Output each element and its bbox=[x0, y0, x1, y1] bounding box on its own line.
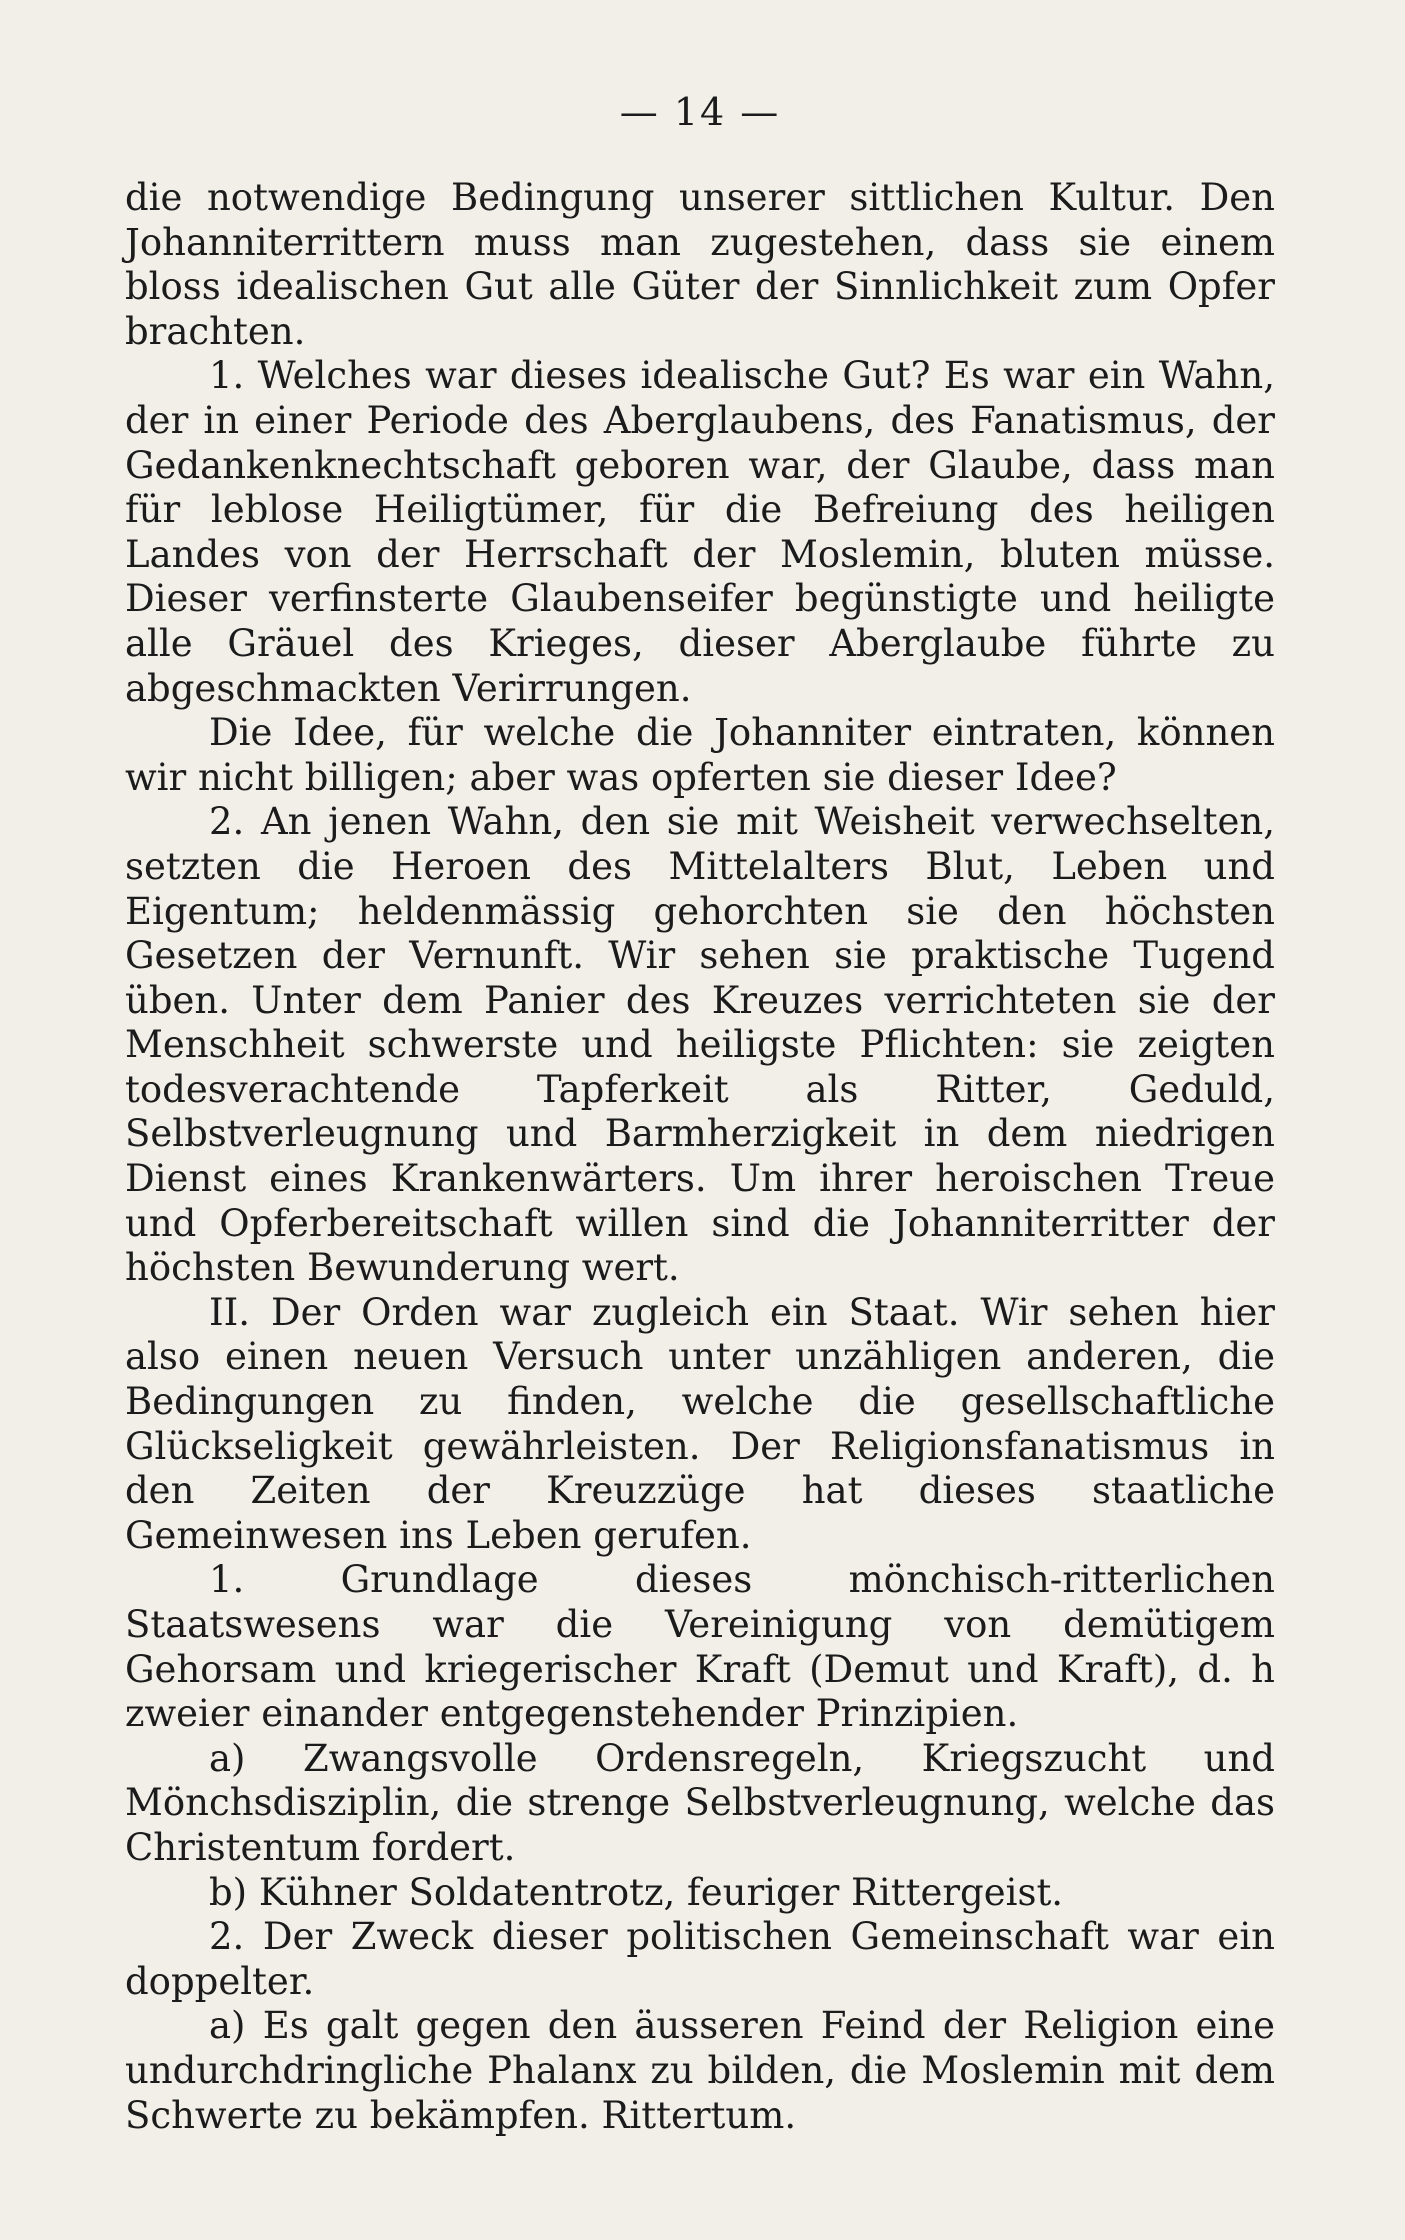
paragraph-4: II. Der Orden war zugleich ein Staat. Wir sehen hier also einen neuen Versuch unter unzähligen anderen, die Bedingungen zu finden, welche die gesellschaftliche Glückseligkeit gewährleisten. Der Religionsfanatismus in den Zeiten der Kreuzzüge hat dieses staatliche Gemeinwesen ins Leben gerufen. bbox=[125, 1290, 1275, 1557]
paragraph-8: 2. Der Zweck dieser politischen Gemeinschaft war ein doppelter. bbox=[125, 1915, 1275, 2003]
paragraph-6: a) Zwangsvolle Ordensregeln, Kriegszucht und Mönchsdisziplin, die strenge Selbstverleugnung, welche das Christentum fordert. bbox=[125, 1736, 1275, 1869]
paragraph-3: 2. An jenen Wahn, den sie mit Weisheit verwechselten, setzten die Heroen des Mittelalters Blut, Leben und Eigentum; heldenmässig gehorchten sie den höchsten Gesetzen der Vernunft. Wir sehen sie praktische Tugend üben. Unter dem Panier des Kreuzes verrichteten sie der Menschheit schwerste und heiligste Pflichten: sie zeigten todesverachtende Tapferkeit als Ritter, Geduld, Selbstverleugnung und Barmherzigkeit in dem niedrigen Dienst eines Krankenwärters. Um ihrer heroischen Treue und Opferbereitschaft willen sind die Johanniterritter der höchsten Bewunderung wert. bbox=[125, 800, 1275, 1290]
paragraph-2: Die Idee, für welche die Johanniter eintraten, können wir nicht billigen; aber was opferten sie dieser Idee? bbox=[125, 711, 1275, 799]
paragraph-7: b) Kühner Soldatentrotz, feuriger Rittergeist. bbox=[209, 1870, 1064, 1914]
paragraph-9: a) Es galt gegen den äusseren Feind der Religion eine undurchdringliche Phalanx zu bilden, die Moslemin mit dem Schwerte zu bekämpfen. Rittertum. bbox=[125, 2004, 1275, 2137]
body-text bbox=[125, 176, 1275, 2138]
page-number: — 14 — bbox=[619, 90, 781, 134]
paragraph-continuation: die notwendige Bedingung unserer sittlichen Kultur. Den Johanniterrittern muss man zugestehen, dass sie einem bloss idealischen Gut alle Güter der Sinnlichkeit zum Opfer brachten. bbox=[125, 176, 1275, 353]
paragraph-1: 1. Welches war dieses idealische Gut? Es war ein Wahn, der in einer Periode des Aberglaubens, des Fanatismus, der Gedankenknechtschaft geboren war, der Glaube, dass man für leblose Heiligtümer, für die Befreiung des heiligen Landes von der Herrschaft der Moslemin, bluten müsse. Dieser verfinsterte Glaubenseifer begünstigte und heiligte alle Gräuel des Krieges, dieser Aberglaube führte zu abgeschmackten Verirrungen. bbox=[125, 354, 1275, 710]
paragraph-5: 1. Grundlage dieses mönchisch-ritterlichen Staatswesens war die Vereinigung von demütigem Gehorsam und kriegerischer Kraft (Demut und Kraft), d. h zweier einander entgegenstehender Prinzipien. bbox=[125, 1558, 1275, 1736]
